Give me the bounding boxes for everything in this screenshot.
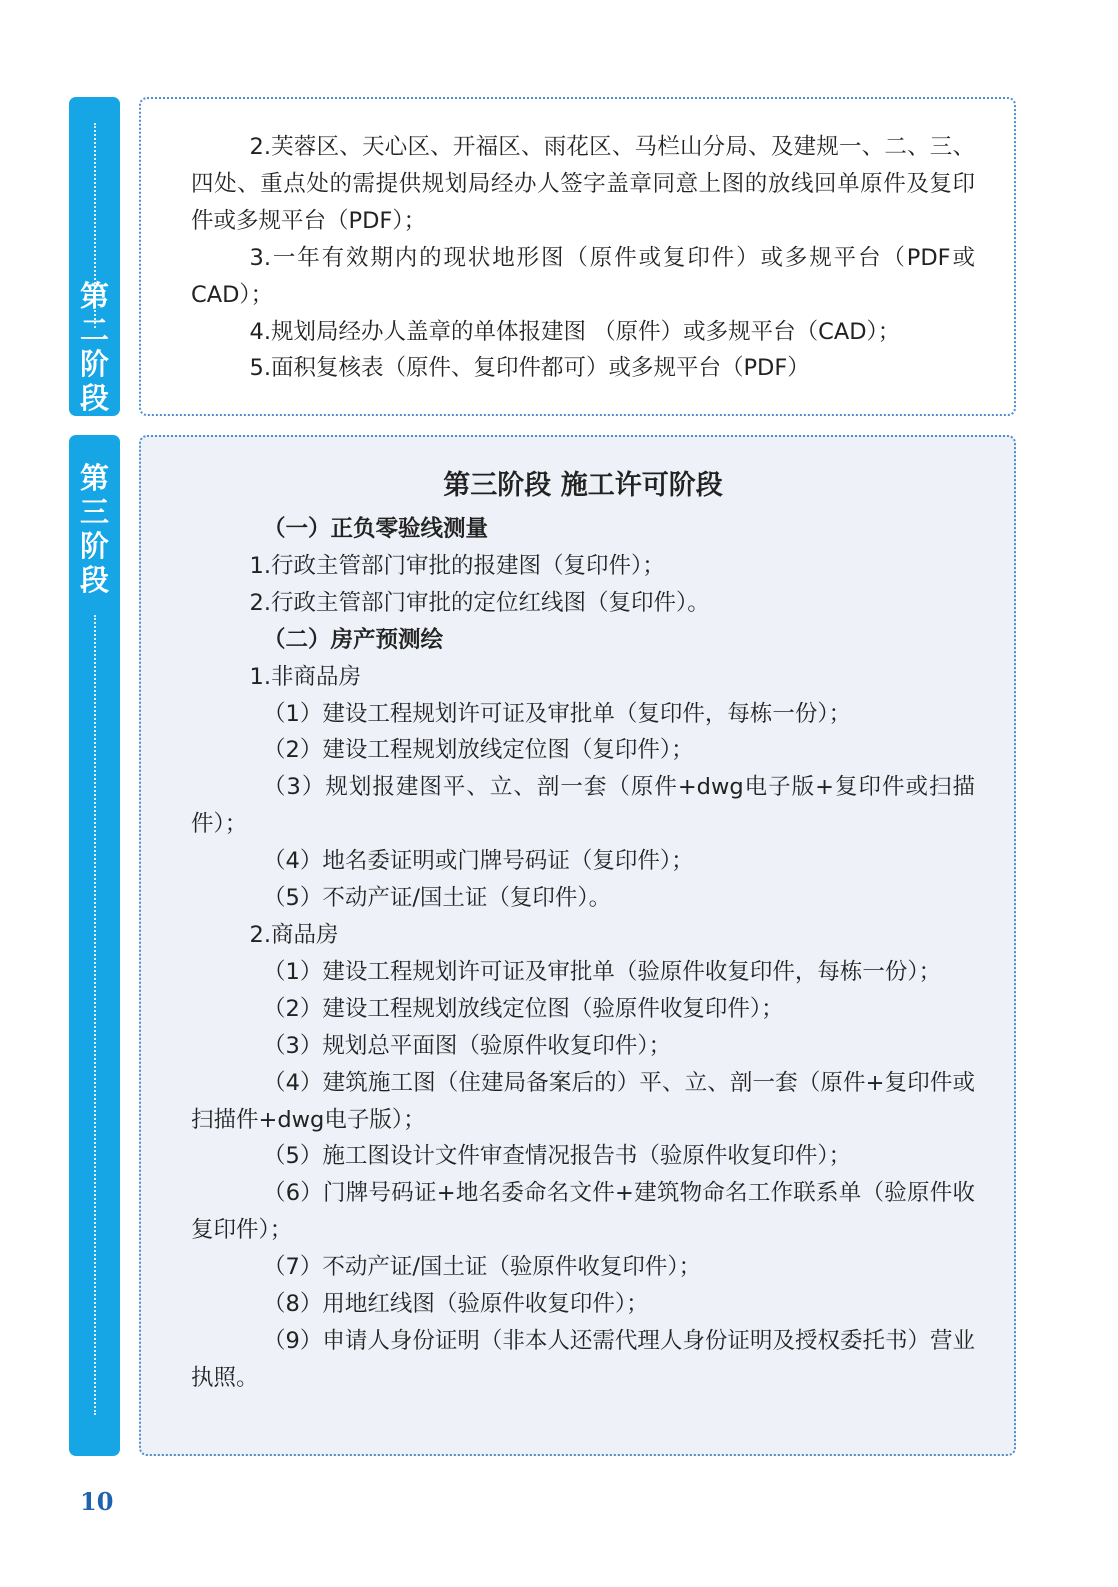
requirement-item: （1）建设工程规划许可证及审批单（复印件，每栋一份）； <box>263 700 852 727</box>
stage-2-content <box>191 129 975 387</box>
requirement-item: （8）用地红线图（验原件收复印件）； <box>263 1291 649 1318</box>
requirement-item: 3.一年有效期内的现状地形图（原件或复印件）或多规平台（PDF或CAD）； <box>191 244 975 308</box>
requirement-item: （9）申请人身份证明（非本人还需代理人身份证明及授权委托书）营业执照。 <box>191 1327 975 1391</box>
tab-char: 第 <box>79 461 109 495</box>
tab-dotted-line <box>94 615 96 1415</box>
requirement-item: （2）建设工程规划放线定位图（验原件收复印件）； <box>263 995 784 1022</box>
requirement-item: （4）建筑施工图（住建局备案后的）平、立、剖一套（原件+复印件或扫描件+dwg电子版）； <box>191 1069 975 1133</box>
stage-3-content <box>191 467 975 1397</box>
stage-3-tab-label <box>69 461 120 597</box>
requirement-item: （1）建设工程规划许可证及审批单（验原件收复印件，每栋一份）； <box>263 958 942 985</box>
section-heading: （一）正负零验线测量 <box>263 516 489 542</box>
requirement-item: （3）规划总平面图（验原件收复印件）； <box>263 1032 672 1059</box>
requirement-item: 2.芙蓉区、天心区、开福区、雨花区、马栏山分局、及建规一、二、三、四处、重点处的需提供规划局经办人签字盖章同意上图的放线回单原件及复印件或多规平台（PDF）； <box>191 134 975 234</box>
requirement-item: （4）地名委证明或门牌号码证（复印件）； <box>263 848 694 875</box>
requirement-item: （5）施工图设计文件审查情况报告书（验原件收复印件）； <box>263 1143 852 1170</box>
tab-char: 第 <box>79 279 109 313</box>
requirement-item: （7）不动产证/国土证（验原件收复印件）； <box>263 1254 702 1281</box>
stage-2-tab-label <box>69 279 120 415</box>
requirement-item: （5）不动产证/国土证（复印件）。 <box>263 885 612 912</box>
subsection-label: 2.商品房 <box>249 921 339 948</box>
subsection-label: 1.非商品房 <box>249 663 361 690</box>
tab-char: 段 <box>79 563 109 597</box>
requirement-item: 5.面积复核表（原件、复印件都可）或多规平台（PDF） <box>249 355 810 382</box>
stage-3-tab <box>69 435 120 1456</box>
tab-char: 三 <box>79 495 109 529</box>
stage-3-panel <box>139 435 1016 1456</box>
tab-char: 段 <box>79 381 109 415</box>
requirement-item: 4.规划局经办人盖章的单体报建图 （原件）或多规平台（CAD）； <box>249 318 901 345</box>
stage-2-tab <box>69 97 120 416</box>
requirement-item: 2.行政主管部门审批的定位红线图（复印件）。 <box>249 589 710 616</box>
section-heading: （二）房产预测绘 <box>263 626 444 653</box>
tab-char: 二 <box>79 313 109 347</box>
stage-3-title: 第三阶段 施工许可阶段 <box>443 470 723 501</box>
requirement-item: 1.行政主管部门审批的报建图（复印件）； <box>249 552 665 579</box>
requirement-item: （6）门牌号码证+地名委命名文件+建筑物命名工作联系单（验原件收复印件）； <box>191 1180 975 1244</box>
tab-char: 阶 <box>79 529 109 563</box>
requirement-item: （3）规划报建图平、立、剖一套（原件+dwg电子版+复印件或扫描件）； <box>191 774 975 838</box>
page-number: 10 <box>80 1487 114 1516</box>
stage-2-panel <box>139 97 1016 416</box>
requirement-item: （2）建设工程规划放线定位图（复印件）； <box>263 737 694 764</box>
tab-char: 阶 <box>79 347 109 381</box>
